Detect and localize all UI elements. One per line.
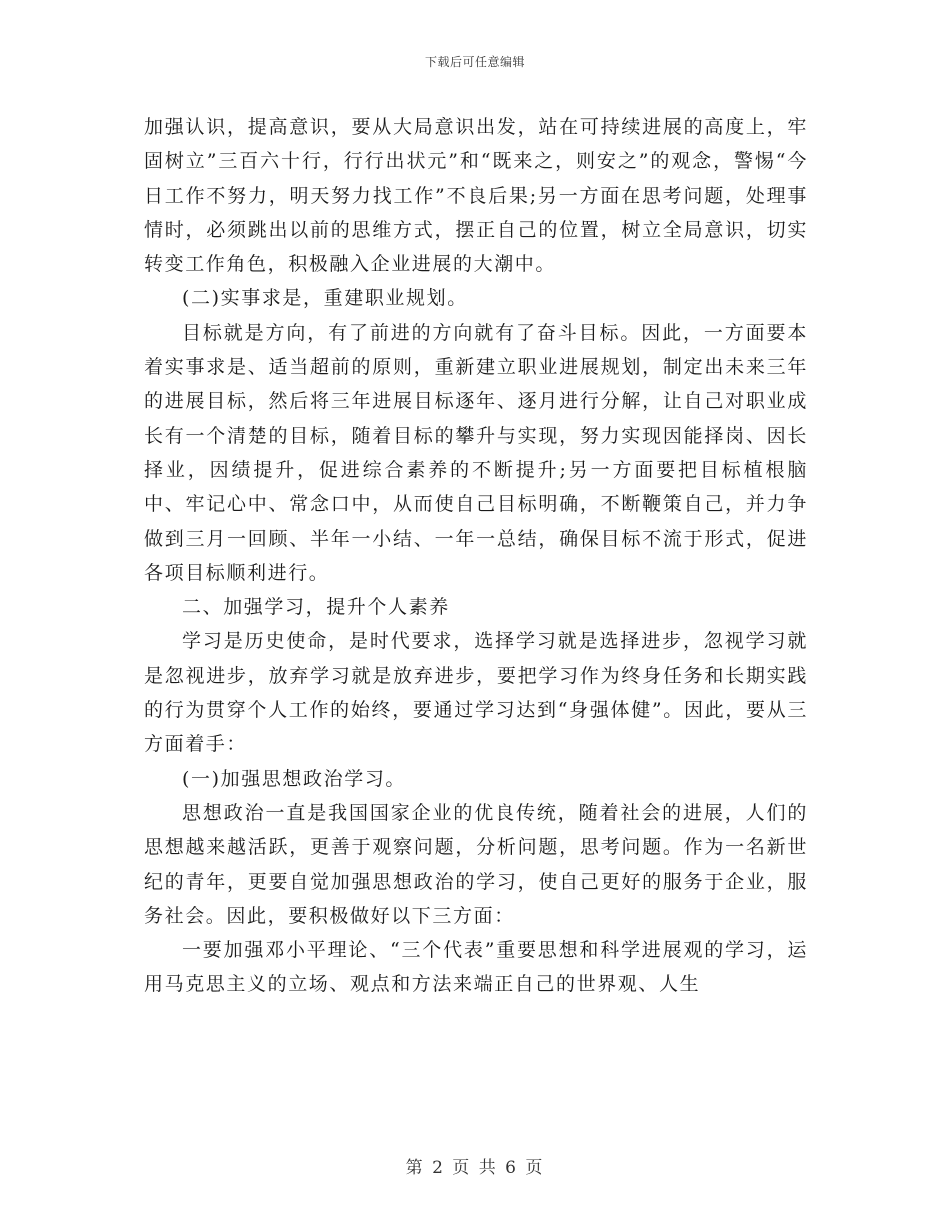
- document-body: [144, 110, 808, 1002]
- page-header: 下载后可任意编辑: [424, 55, 525, 69]
- paragraph-7: 思想政治一直是我国国家企业的优良传统，随着社会的进展，人们的思想越来越活跃，更善于观察问题，分析问题，思考问题。作为一名新世纪的青年，更要自觉加强思想政治的学习，使自己更好的服务于企业，服务社会。因此，要积极做好以下三方面：: [144, 801, 808, 927]
- subsection-heading: (一)加强思想政治学习。: [182, 767, 407, 790]
- paragraph-3: 目标就是方向，有了前进的方向就有了奋斗目标。因此，一方面要本着实事求是、适当超前的原则，重新建立职业进展规划，制定出未来三年的进展目标，然后将三年进展目标逐年、逐月进行分解，让自己对职业成长有一个清楚的目标，随着目标的攀升与实现，努力实现因能择岗、因长择业，因绩提升，促进综合素养的不断提升;另一方面要把目标植根脑中、牢记心中、常念口中，从而使自己目标明确，不断鞭策自己，并力争做到三月一回顾、半年一小结、一年一总结，确保目标不流于形式，促进各项目标顺利进行。: [144, 321, 808, 584]
- paragraph-5: 学习是历史使命，是时代要求，选择学习就是选择进步，忽视学习就是忽视进步，放弃学习就是放弃进步，要把学习作为终身任务和长期实践的行为贯穿个人工作的始终，要通过学习达到“身强体健”。因此，要从三方面着手：: [144, 630, 808, 756]
- page-footer: 第 2 页 共 6 页: [405, 1158, 545, 1178]
- paragraph-1: 加强认识，提高意识，要从大局意识出发，站在可持续进展的高度上，牢固树立”三百六十行，行行出状元”和“既来之，则安之”的观念，警惕“今日工作不努力，明天努力找工作”不良后果;另一方面在思考问题，处理事情时，必须跳出以前的思维方式，摆正自己的位置，树立全局意识，切实转变工作角色，积极融入企业进展的大潮中。: [144, 116, 808, 276]
- paragraph-8: 一要加强邓小平理论、“三个代表”重要思想和科学进展观的学习，运用马克思主义的立场、观点和方法来端正自己的世界观、人生: [144, 939, 808, 996]
- paragraph-2: (二)实事求是，重建职业规划。: [182, 287, 468, 310]
- section-heading: 二、加强学习，提升个人素养: [182, 596, 450, 619]
